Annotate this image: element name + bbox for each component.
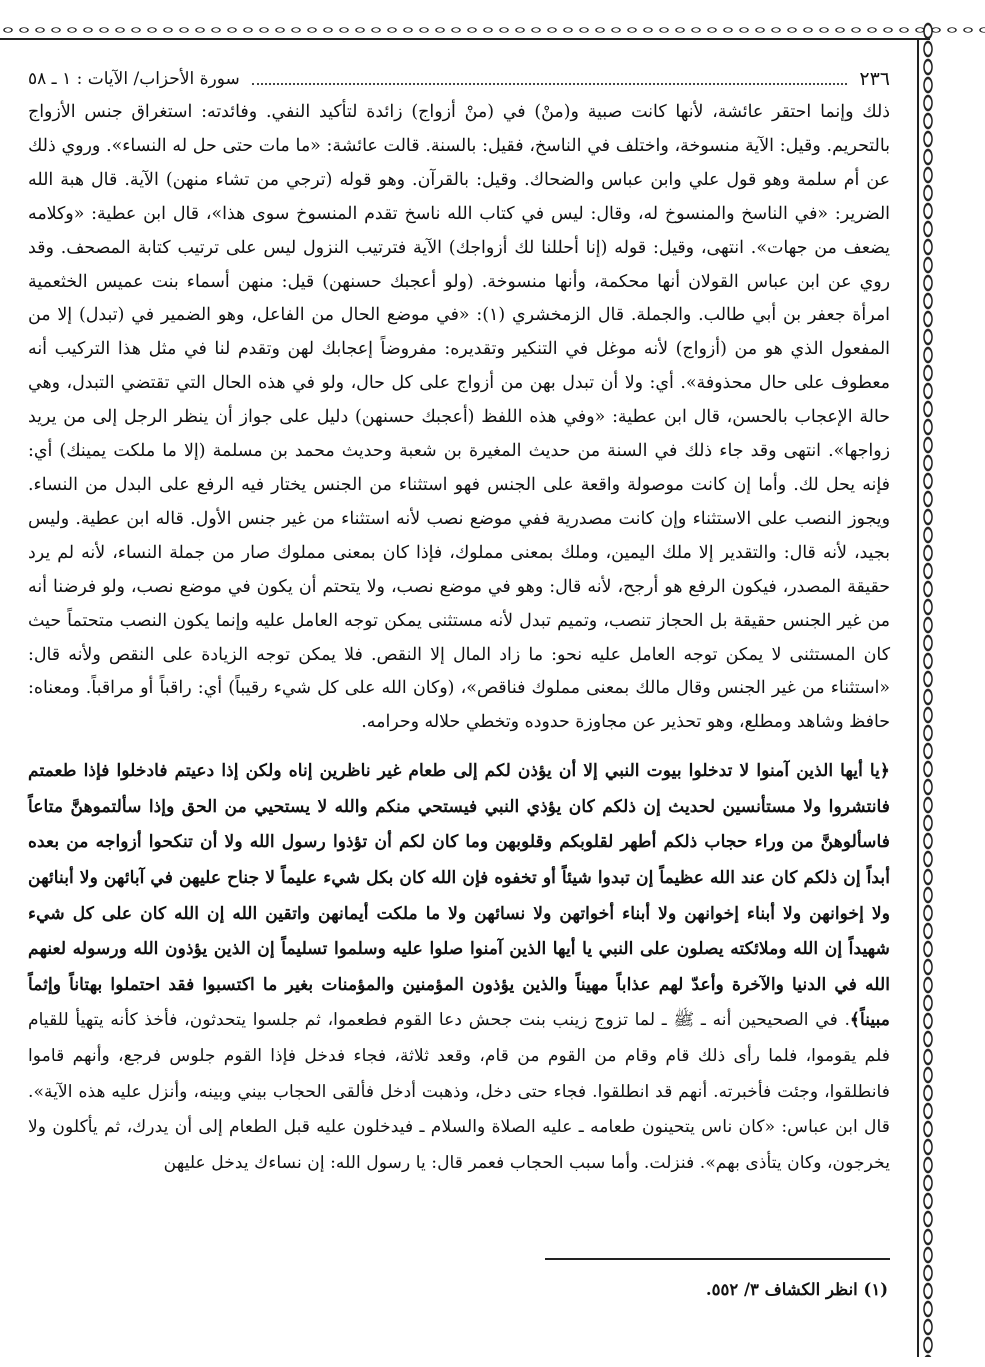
commentary-paragraph: ذلك وإنما احتقر عائشة، لأنها كانت صبية و(منْ) في (منْ أزواج) زائدة لتأكيد النفي. وفائدته: استغراق جنس الأزواج بالتحريم. وقيل: الآية منسوخة، واختلف في الناسخ، فقيل: بالسنة. قالت عائشة: «ما مات حتى حل له النساء». وروي ذلك عن أم سلمة وهو قول علي وابن عباس والضحاك. وقيل: بالقرآن. وهو قوله (ترجي من تشاء منهن) الآية. قال هبة الله الضرير: «في الناسخ والمنسوخ له، وقال: ليس في كتاب الله ناسخ تقدم المنسوخ سوى هذا»، قال ابن عطية: «وكلامه يضعف من جهات». انتهى، وقيل: قوله (إنا أحللنا لك أزواجك) الآية فترتيب النزول ليس على ترتيب كتابة المصحف. وقد روي عن ابن عباس القولان أنها محكمة، وأنها منسوخة. (ولو أعجبك حسنهن) قيل: منهن أسماء بنت عميس الخثعمية امرأة جعفر بن أبي طالب. والجملة. قال الزمخشري (١): «في موضع الحال من الفاعل، وهو الضمير في (تبدل) إلا من المفعول الذي هو من (أزواج) لأنه موغل في التنكير وتقديره: مفروضاً إعجابك لهن وتقدم لنا في مثل هذا التركيب أنه معطوف على حال محذوفة». أي: ولا أن تبدل بهن من أزواج على كل حال، ولو في هذه الحال التي تقتضي التبدل، وهي حالة الإعجاب بالحسن، قال ابن عطية: «وفي هذه اللفظ (أعجبك حسنهن) دليل على جواز أن ينظر الرجل إلى من يريد زواجها». انتهى وقد جاء ذلك في السنة من حديث المغيرة بن شعبة وحديث محمد بن مسلمة (إلا ما ملكت يمينك) أي: فإنه يحل لك. وأما إن كانت موصولة واقعة على الجنس فهو استثناء من الجنس يختار فيه الرفع على البدل من النساء. ويجوز النصب على الاستثناء وإن كانت مصدرية ففي موضع نصب لأنه استثناء من غير جنس الأول. قاله ابن عطية. وليس بجيد، لأنه قال: والتقدير إلا ملك اليمين، وملك بمعنى مملوك، فإذا كان بمعنى مملوك صار من جملة النساء، لأنه لم يرد حقيقة المصدر، فيكون الرفع هو أرجح، لأنه قال: وهو في موضع نصب، ولا يتحتم أن يكون في موضع نصب، ولو فرضنا أنه من غير الجنس حقيقة بل الحجاز تنصب، وتميم تبدل لأنه مستثنى يمكن توجه العامل عليه وإنما يكون النصب متحتماً حيث كان المستثنى لا يمكن توجه العامل عليه نحو: ما زاد المال إلا النقص. فلا يمكن توجه الزيادة على النقص ولأنه قال: «استثناء من غير الجنس وقال مالك بمعنى مملوك فناقص»، (وكان الله على كل شيء رقيباً) أي: راقباً أو مراقباً. ومعناه: حافظ وشاهد ومطلع، وهو تحذير عن مجاوزة حدوده وتخطي حلاله وحرامه. (28, 102, 890, 733)
ornamental-border-right (919, 22, 937, 1357)
running-header (28, 62, 890, 96)
section-title: سورة الأحزاب/ الآيات : ١ ـ ٥٨ (28, 69, 240, 89)
border-rule-top (0, 38, 930, 40)
page-content (28, 62, 890, 1352)
page-number: ٢٣٦ (859, 68, 890, 90)
footnote: (١) انظر الكشاف ٣/ ٥٥٢. (705, 1280, 888, 1299)
quran-verse-paragraph (28, 754, 890, 1181)
header-dot-leader (252, 73, 848, 85)
ornamental-border-top (0, 22, 985, 38)
border-rule-right (917, 38, 919, 1357)
footnote-rule (545, 1258, 890, 1260)
quran-verse-text: ﴿يا أيها الذين آمنوا لا تدخلوا بيوت النبي إلا أن يؤذن لكم إلى طعام غير ناظرين إناه ولكن إذا دعيتم فادخلوا فإذا طعمتم فانتشروا ولا مستأنسين لحديث إن ذلكم كان يؤذي النبي فيستحي منكم والله لا يستحيي من الحق وإذا سألتموهنَّ متاعاً فاسألوهنَّ من وراء حجاب ذلكم أطهر لقلوبكم وقلوبهن وما كان لكم أن تؤذوا رسول الله ولا أن تنكحوا أزواجه من بعده أبداً إن ذلكم كان عند الله عظيماً إن تبدوا شيئاً أو تخفوه فإن الله كان بكل شيء عليماً لا جناح عليهن في آبائهن ولا أبنائهن ولا إخوانهن ولا أبناء إخوانهن ولا أبناء أخواتهن ولا نسائهن ولا ما ملكت أيمانهن واتقين الله إن الله كان على كل شيء شهيداً إن الله وملائكته يصلون على النبي يا أيها الذين آمنوا صلوا عليه وسلموا تسليماً إن الذين يؤذون الله ورسوله لعنهم الله في الدنيا والآخرة وأعدّ لهم عذاباً مهيناً والذين يؤذون المؤمنين والمؤمنات بغير ما اكتسبوا فقد احتملوا بهتاناً وإثماً مبيناً﴾ (28, 761, 890, 1031)
verse-commentary-text: . في الصحيحين أنه ـ ﷺ ـ لما تزوج زينب بنت جحش دعا القوم فطعموا، ثم جلسوا يتحدثون، فأخذ كأنه يتهيأ للقيام فلم يقوموا، فلما رأى ذلك قام وقام من القوم من قام، وقعد ثلاثة، فجاء فدخل فإذا القوم جلوس فرجع، وأنهم قاموا فانطلقوا، وجئت فأخبرته. أنهم قد انطلقوا. فجاء حتى دخل، وذهبت أدخل فألقى الحجاب بيني وبينه، وأنزل عليه هذه الآية». قال ابن عباس: «كان ناس يتحينون طعامه ـ عليه الصلاة والسلام ـ فيدخلون عليه قبل الطعام إلى أن يدرك، ثم يأكلون ولا يخرجون، وكان يتأذى بهم». فنزلت. وأما سبب الحجاب فعمر قال: يا رسول الله: إن نساءك يدخل عليهن (28, 1010, 890, 1173)
